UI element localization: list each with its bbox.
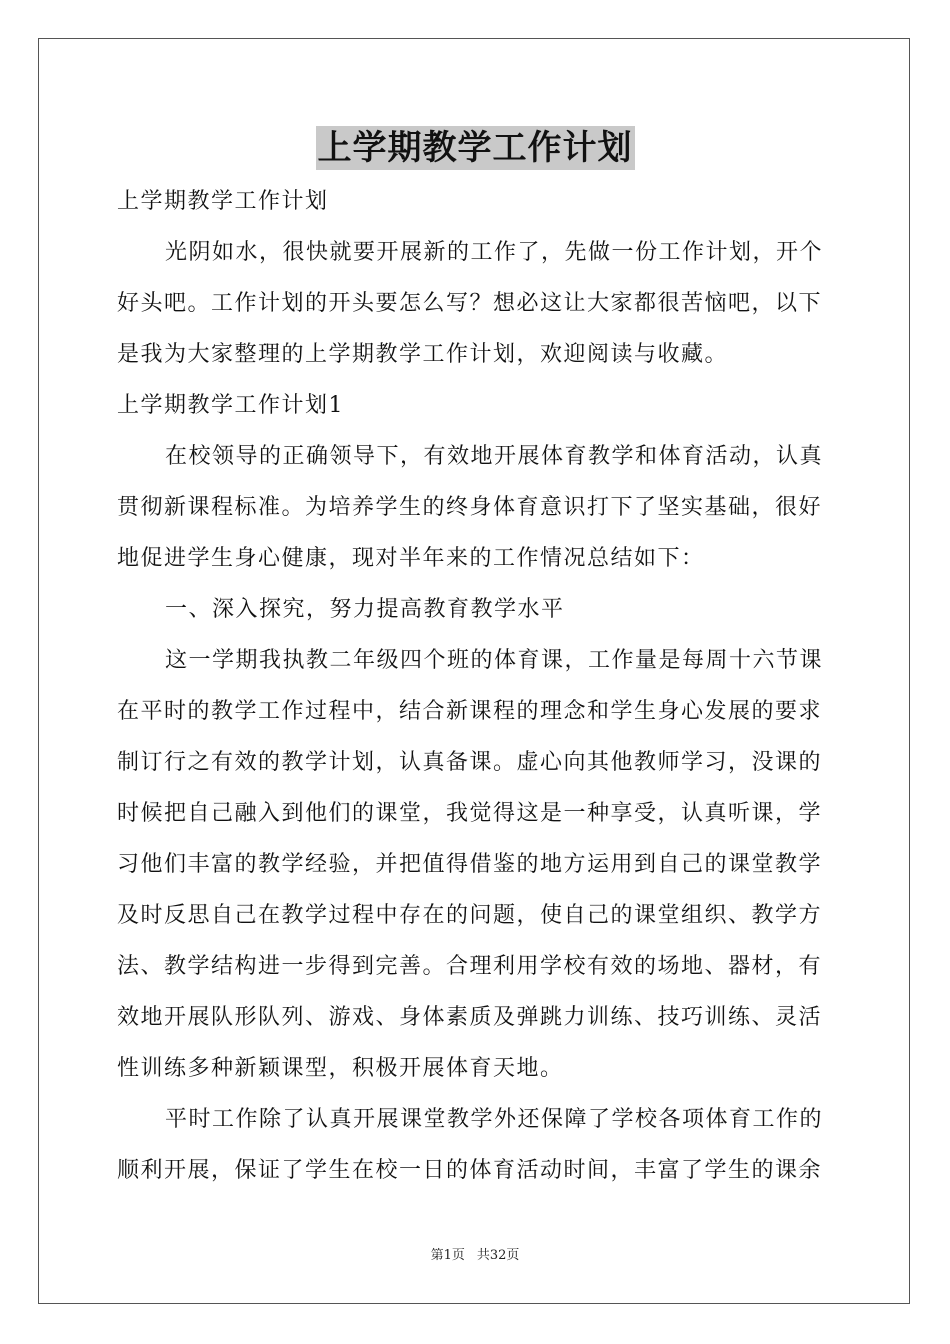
subsection-heading: 一、深入探究，努力提高教育教学水平 xyxy=(165,597,565,622)
body-line: 法、教学结构进一步得到完善。合理利用学校有效的场地、器材，有 xyxy=(117,954,823,979)
body-line: 这一学期我执教二年级四个班的体育课，工作量是每周十六节课 xyxy=(165,648,824,673)
body-line: 性训练多种新颖课型，积极开展体育天地。 xyxy=(117,1056,564,1081)
body-line: 好头吧。工作计划的开头要怎么写？想必这让大家都很苦恼吧，以下 xyxy=(117,291,823,316)
body-line: 贯彻新课程标准。为培养学生的终身体育意识打下了坚实基础，很好 xyxy=(117,495,823,520)
page-number: 第1页 xyxy=(430,1248,465,1263)
page-total: 共32页 xyxy=(476,1248,520,1263)
body-line: 及时反思自己在教学过程中存在的问题，使自己的课堂组织、教学方 xyxy=(117,903,823,928)
document-title: 上学期教学工作计划 xyxy=(317,128,633,168)
body-line: 制订行之有效的教学计划，认真备课。虚心向其他教师学习，没课的 xyxy=(117,750,823,775)
section-heading: 上学期教学工作计划1 xyxy=(117,393,344,418)
body-line: 效地开展队形队列、游戏、身体素质及弹跳力训练、技巧训练、灵活 xyxy=(117,1005,823,1030)
body-line: 上学期教学工作计划 xyxy=(117,189,329,214)
body-line: 习他们丰富的教学经验，并把值得借鉴的地方运用到自己的课堂教学 xyxy=(117,852,823,877)
body-line: 时候把自己融入到他们的课堂，我觉得这是一种享受，认真听课，学 xyxy=(117,801,823,826)
body-line: 地促进学生身心健康，现对半年来的工作情况总结如下： xyxy=(117,546,705,571)
body-line: 光阴如水，很快就要开展新的工作了，先做一份工作计划，开个 xyxy=(165,240,824,265)
body-line: 在校领导的正确领导下，有效地开展体育教学和体育活动，认真 xyxy=(165,444,824,469)
body-line: 顺利开展，保证了学生在校一日的体育活动时间，丰富了学生的课余 xyxy=(117,1158,823,1183)
title-container xyxy=(0,126,950,170)
body-line: 是我为大家整理的上学期教学工作计划，欢迎阅读与收藏。 xyxy=(117,342,729,367)
body-line: 平时工作除了认真开展课堂教学外还保障了学校各项体育工作的 xyxy=(165,1107,824,1132)
body-line: 在平时的教学工作过程中，结合新课程的理念和学生身心发展的要求 xyxy=(117,699,823,724)
page-footer xyxy=(0,1247,950,1265)
document-body xyxy=(117,176,833,1196)
